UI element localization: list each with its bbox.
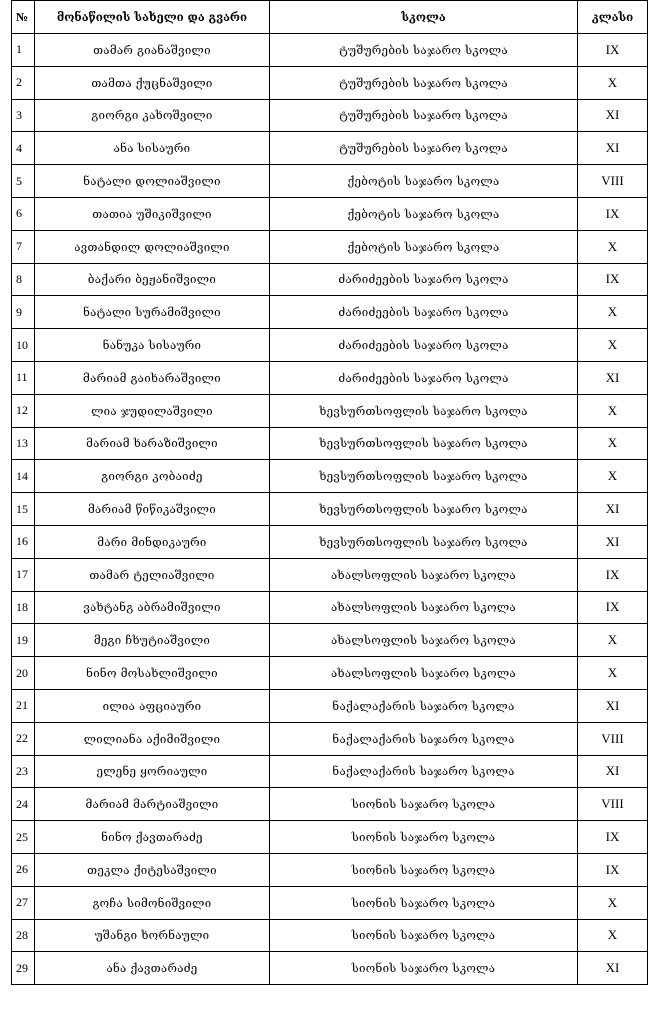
school-name: სიონის საჯარო სკოლა bbox=[270, 952, 578, 985]
school-name: ძარიძეების საჯარო სკოლა bbox=[270, 329, 578, 362]
table-row bbox=[12, 722, 648, 755]
school-name: ხევსურთსოფლის საჯარო სკოლა bbox=[270, 525, 578, 558]
school-name: ხევსურთსოფლის საჯარო სკოლა bbox=[270, 460, 578, 493]
class-level: XI bbox=[578, 689, 648, 722]
table-row bbox=[12, 689, 648, 722]
school-name: ხევსურთსოფლის საჯარო სკოლა bbox=[270, 394, 578, 427]
class-level: IX bbox=[578, 34, 648, 67]
class-level: X bbox=[578, 394, 648, 427]
row-number: 14 bbox=[12, 460, 35, 493]
school-name: ახალსოფლის საჯარო სკოლა bbox=[270, 657, 578, 690]
school-name: სიონის საჯარო სკოლა bbox=[270, 886, 578, 919]
participant-name: ნინო მოსახლიშვილი bbox=[35, 657, 270, 690]
table-row bbox=[12, 493, 648, 526]
participant-name: ვახტანგ აბრამიშვილი bbox=[35, 591, 270, 624]
row-number: 19 bbox=[12, 624, 35, 657]
row-number: 23 bbox=[12, 755, 35, 788]
table-row bbox=[12, 66, 648, 99]
table-row bbox=[12, 34, 648, 67]
participant-name: ნატალი სურამიშვილი bbox=[35, 296, 270, 329]
class-level: X bbox=[578, 886, 648, 919]
class-level: XI bbox=[578, 493, 648, 526]
school-name: სიონის საჯარო სკოლა bbox=[270, 821, 578, 854]
class-level: XI bbox=[578, 525, 648, 558]
header-class: კლასი bbox=[578, 1, 648, 34]
class-level: VIII bbox=[578, 722, 648, 755]
row-number: 25 bbox=[12, 821, 35, 854]
class-level: IX bbox=[578, 821, 648, 854]
school-name: ხევსურთსოფლის საჯარო სკოლა bbox=[270, 493, 578, 526]
school-name: ტუშურების საჯარო სკოლა bbox=[270, 66, 578, 99]
header-name: მონაწილის სახელი და გვარი bbox=[35, 1, 270, 34]
school-name: ახალსოფლის საჯარო სკოლა bbox=[270, 591, 578, 624]
table-row bbox=[12, 329, 648, 362]
table-row bbox=[12, 657, 648, 690]
table-row bbox=[12, 886, 648, 919]
participant-name: გიორგი კახოშვილი bbox=[35, 99, 270, 132]
row-number: 13 bbox=[12, 427, 35, 460]
row-number: 5 bbox=[12, 165, 35, 198]
participant-name: მარიამ ხარაზიშვილი bbox=[35, 427, 270, 460]
school-name: ნაქალაქარის საჯარო სკოლა bbox=[270, 689, 578, 722]
table-row bbox=[12, 197, 648, 230]
table-row bbox=[12, 394, 648, 427]
class-level: X bbox=[578, 230, 648, 263]
school-name: ქებოტის საჯარო სკოლა bbox=[270, 165, 578, 198]
class-level: VIII bbox=[578, 165, 648, 198]
class-level: XI bbox=[578, 952, 648, 985]
participant-name: ნინო ქავთარაძე bbox=[35, 821, 270, 854]
school-name: ტუშურების საჯარო სკოლა bbox=[270, 34, 578, 67]
school-name: ძარიძეების საჯარო სკოლა bbox=[270, 263, 578, 296]
participant-name: თამარ ტელიაშვილი bbox=[35, 558, 270, 591]
table-row bbox=[12, 361, 648, 394]
table-row bbox=[12, 624, 648, 657]
class-level: IX bbox=[578, 558, 648, 591]
participant-name: ილია აფციაური bbox=[35, 689, 270, 722]
class-level: IX bbox=[578, 591, 648, 624]
class-level: IX bbox=[578, 853, 648, 886]
table-row bbox=[12, 853, 648, 886]
participant-name: ლია ჯუდილაშვილი bbox=[35, 394, 270, 427]
table-row bbox=[12, 525, 648, 558]
row-number: 6 bbox=[12, 197, 35, 230]
class-level: VIII bbox=[578, 788, 648, 821]
table-row bbox=[12, 99, 648, 132]
school-name: ტუშურების საჯარო სკოლა bbox=[270, 99, 578, 132]
header-school: სკოლა bbox=[270, 1, 578, 34]
table-row bbox=[12, 230, 648, 263]
school-name: ძარიძეების საჯარო სკოლა bbox=[270, 361, 578, 394]
participant-name: ანა სისაური bbox=[35, 132, 270, 165]
class-level: IX bbox=[578, 197, 648, 230]
participant-name: უშანგი ხორნაული bbox=[35, 919, 270, 952]
participant-name: ანა ქავთარაძე bbox=[35, 952, 270, 985]
school-name: ხევსურთსოფლის საჯარო სკოლა bbox=[270, 427, 578, 460]
row-number: 2 bbox=[12, 66, 35, 99]
row-number: 22 bbox=[12, 722, 35, 755]
participant-name: მარიამ წიწიკაშვილი bbox=[35, 493, 270, 526]
row-number: 26 bbox=[12, 853, 35, 886]
row-number: 20 bbox=[12, 657, 35, 690]
participant-name: გოჩა სიმონიშვილი bbox=[35, 886, 270, 919]
school-name: ქებოტის საჯარო სკოლა bbox=[270, 197, 578, 230]
row-number: 3 bbox=[12, 99, 35, 132]
table-row bbox=[12, 558, 648, 591]
class-level: XI bbox=[578, 99, 648, 132]
row-number: 17 bbox=[12, 558, 35, 591]
school-name: ტუშურების საჯარო სკოლა bbox=[270, 132, 578, 165]
class-level: X bbox=[578, 624, 648, 657]
participant-name: თამთა ქუცნაშვილი bbox=[35, 66, 270, 99]
school-name: სიონის საჯარო სკოლა bbox=[270, 919, 578, 952]
participant-name: ლილიანა აქიმიშვილი bbox=[35, 722, 270, 755]
row-number: 10 bbox=[12, 329, 35, 362]
participant-name: ნატალი დოლიაშვილი bbox=[35, 165, 270, 198]
class-level: IX bbox=[578, 263, 648, 296]
participant-name: ავთანდილ დოლიაშვილი bbox=[35, 230, 270, 263]
participant-name: მარიამ გაიხარაშვილი bbox=[35, 361, 270, 394]
participant-name: ელენე ყორიაული bbox=[35, 755, 270, 788]
row-number: 4 bbox=[12, 132, 35, 165]
table-row bbox=[12, 165, 648, 198]
school-name: ნაქალაქარის საჯარო სკოლა bbox=[270, 755, 578, 788]
row-number: 28 bbox=[12, 919, 35, 952]
participant-name: ბაქარი ბეჟანიშვილი bbox=[35, 263, 270, 296]
participant-name: თეკლა ქიტესაშვილი bbox=[35, 853, 270, 886]
table-row bbox=[12, 919, 648, 952]
row-number: 9 bbox=[12, 296, 35, 329]
row-number: 1 bbox=[12, 34, 35, 67]
participants-table bbox=[11, 0, 648, 985]
school-name: სიონის საჯარო სკოლა bbox=[270, 788, 578, 821]
participant-name: მარიამ მარტიაშვილი bbox=[35, 788, 270, 821]
participant-name: თათია უშიკიშვილი bbox=[35, 197, 270, 230]
class-level: X bbox=[578, 66, 648, 99]
participant-name: მარი მინდიკაური bbox=[35, 525, 270, 558]
row-number: 18 bbox=[12, 591, 35, 624]
participant-name: ნანუკა სისაური bbox=[35, 329, 270, 362]
school-name: სიონის საჯარო სკოლა bbox=[270, 853, 578, 886]
class-level: X bbox=[578, 427, 648, 460]
row-number: 27 bbox=[12, 886, 35, 919]
row-number: 24 bbox=[12, 788, 35, 821]
table-row bbox=[12, 296, 648, 329]
school-name: ქებოტის საჯარო სკოლა bbox=[270, 230, 578, 263]
header-number: № bbox=[12, 1, 35, 34]
table-row bbox=[12, 460, 648, 493]
row-number: 21 bbox=[12, 689, 35, 722]
class-level: XI bbox=[578, 755, 648, 788]
table-row bbox=[12, 821, 648, 854]
row-number: 11 bbox=[12, 361, 35, 394]
row-number: 15 bbox=[12, 493, 35, 526]
school-name: ძარიძეების საჯარო სკოლა bbox=[270, 296, 578, 329]
row-number: 7 bbox=[12, 230, 35, 263]
table-row bbox=[12, 427, 648, 460]
table-row bbox=[12, 755, 648, 788]
class-level: XI bbox=[578, 132, 648, 165]
participant-name: თამარ გიანაშვილი bbox=[35, 34, 270, 67]
school-name: ახალსოფლის საჯარო სკოლა bbox=[270, 558, 578, 591]
school-name: ნაქალაქარის საჯარო სკოლა bbox=[270, 722, 578, 755]
table-row bbox=[12, 952, 648, 985]
class-level: X bbox=[578, 657, 648, 690]
table-row bbox=[12, 132, 648, 165]
table-row bbox=[12, 263, 648, 296]
header-row bbox=[12, 1, 648, 34]
row-number: 29 bbox=[12, 952, 35, 985]
class-level: X bbox=[578, 460, 648, 493]
participant-name: გიორგი კობაიძე bbox=[35, 460, 270, 493]
school-name: ახალსოფლის საჯარო სკოლა bbox=[270, 624, 578, 657]
class-level: X bbox=[578, 296, 648, 329]
table-body bbox=[12, 34, 648, 985]
row-number: 12 bbox=[12, 394, 35, 427]
table-row bbox=[12, 591, 648, 624]
class-level: XI bbox=[578, 361, 648, 394]
participant-name: მეგი ჩხუტიაშვილი bbox=[35, 624, 270, 657]
row-number: 16 bbox=[12, 525, 35, 558]
class-level: X bbox=[578, 919, 648, 952]
class-level: X bbox=[578, 329, 648, 362]
row-number: 8 bbox=[12, 263, 35, 296]
table-row bbox=[12, 788, 648, 821]
